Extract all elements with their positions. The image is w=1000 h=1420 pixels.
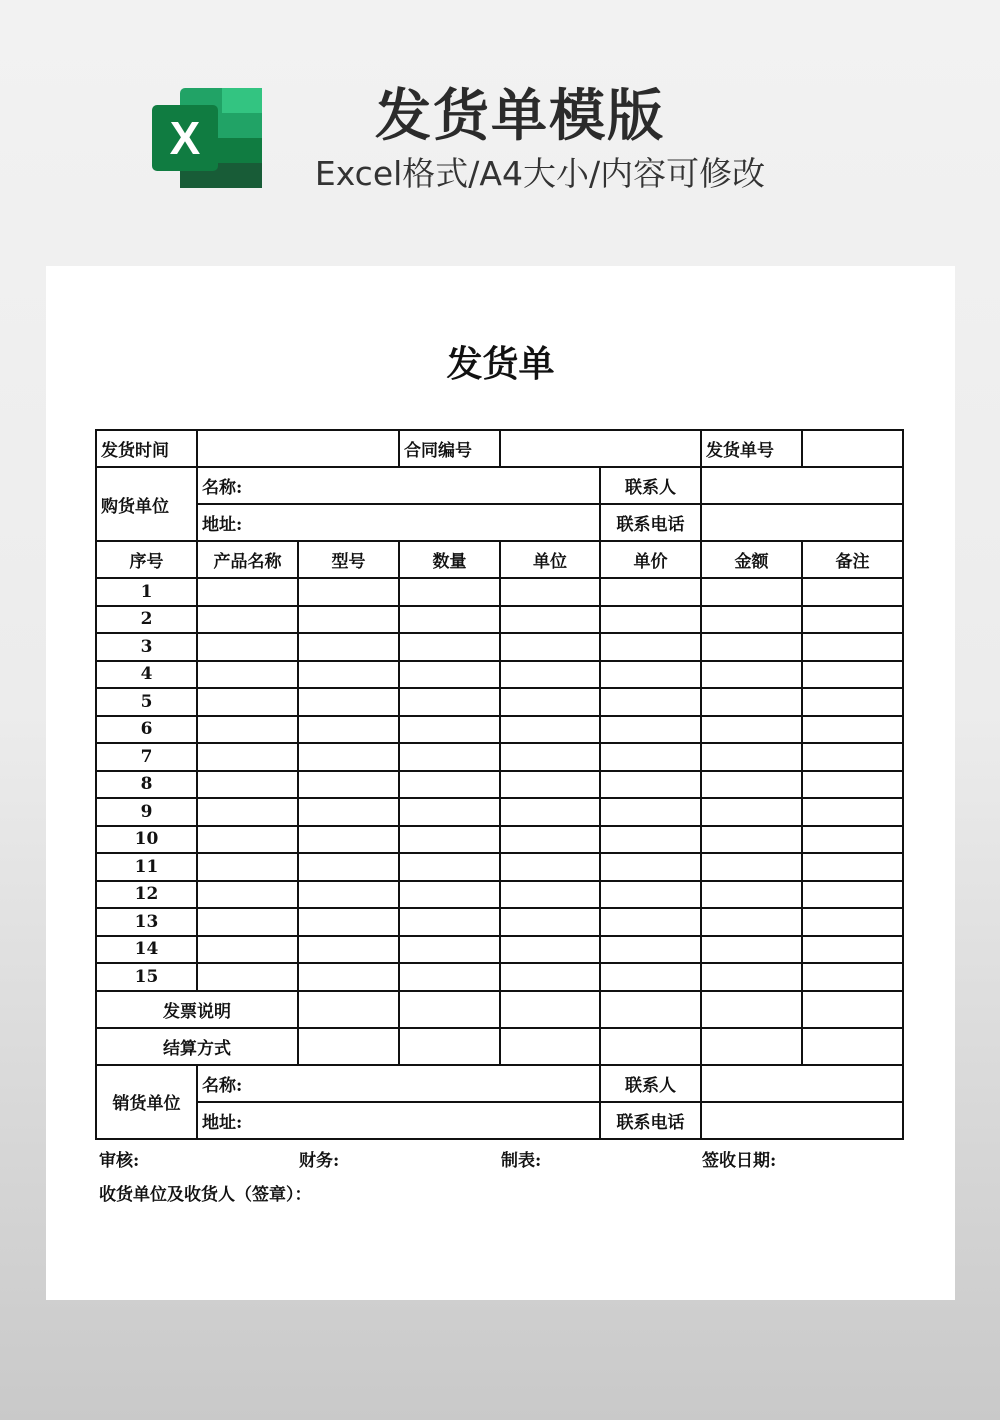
row-remark-cell[interactable] <box>802 853 903 881</box>
row-unit-cell[interactable] <box>500 798 600 826</box>
col-header-model: 型号 <box>298 541 399 578</box>
row-quantity-cell[interactable] <box>399 853 500 881</box>
row-quantity-cell[interactable] <box>399 908 500 936</box>
banner-subtitle: Excel格式/A4大小/内容可修改 <box>314 154 766 193</box>
row-amount-cell[interactable] <box>701 716 802 744</box>
row-product-cell[interactable] <box>197 963 298 991</box>
ship-no-value[interactable] <box>802 430 903 467</box>
row-model-cell[interactable] <box>298 716 399 744</box>
row-amount-cell[interactable] <box>701 798 802 826</box>
table-row <box>96 743 903 771</box>
row-price-cell[interactable] <box>600 771 701 799</box>
row-model-cell[interactable] <box>298 578 399 606</box>
row-price-cell[interactable] <box>600 606 701 634</box>
row-amount-cell[interactable] <box>701 633 802 661</box>
invoice-note-cell[interactable] <box>600 991 701 1028</box>
seller-label: 销货单位 <box>96 1065 197 1139</box>
row-index: 6 <box>96 716 197 744</box>
row-model-cell[interactable] <box>298 771 399 799</box>
table-row <box>96 936 903 964</box>
row-index: 7 <box>96 743 197 771</box>
row-amount-cell[interactable] <box>701 578 802 606</box>
row-unit-cell[interactable] <box>500 606 600 634</box>
row-price-cell[interactable] <box>600 853 701 881</box>
settlement-cell[interactable] <box>298 1028 399 1065</box>
buyer-address-label[interactable]: 地址: <box>197 504 600 541</box>
buyer-label: 购货单位 <box>96 467 197 541</box>
row-model-cell[interactable] <box>298 633 399 661</box>
row-quantity-cell[interactable] <box>399 881 500 909</box>
row-unit-cell[interactable] <box>500 936 600 964</box>
buyer-contact-value[interactable] <box>701 467 903 504</box>
row-unit-cell[interactable] <box>500 716 600 744</box>
prepared-label: 制表: <box>501 1151 542 1171</box>
row-index: 10 <box>96 826 197 854</box>
invoice-note-cell[interactable] <box>500 991 600 1028</box>
row-amount-cell[interactable] <box>701 881 802 909</box>
row-amount-cell[interactable] <box>701 908 802 936</box>
receiver-sign-label: 收货单位及收货人（签章）： <box>99 1185 312 1205</box>
row-quantity-cell[interactable] <box>399 606 500 634</box>
row-model-cell[interactable] <box>298 908 399 936</box>
col-header-amount: 金额 <box>701 541 802 578</box>
row-product-cell[interactable] <box>197 743 298 771</box>
row-unit-cell[interactable] <box>500 826 600 854</box>
row-product-cell[interactable] <box>197 826 298 854</box>
table-row <box>96 963 903 991</box>
row-model-cell[interactable] <box>298 606 399 634</box>
row-quantity-cell[interactable] <box>399 963 500 991</box>
row-product-cell[interactable] <box>197 908 298 936</box>
row-model-cell[interactable] <box>298 853 399 881</box>
col-header-product: 产品名称 <box>197 541 298 578</box>
row-model-cell[interactable] <box>298 881 399 909</box>
row-remark-cell[interactable] <box>802 716 903 744</box>
col-header-unit: 单位 <box>500 541 600 578</box>
row-product-cell[interactable] <box>197 578 298 606</box>
table-row <box>96 798 903 826</box>
settlement-row <box>96 1028 903 1065</box>
seller-address-label[interactable]: 地址: <box>197 1102 600 1139</box>
row-quantity-cell[interactable] <box>399 716 500 744</box>
row-quantity-cell[interactable] <box>399 826 500 854</box>
row-quantity-cell[interactable] <box>399 578 500 606</box>
invoice-note-cell[interactable] <box>399 991 500 1028</box>
table-row <box>96 688 903 716</box>
table-row <box>96 771 903 799</box>
row-price-cell[interactable] <box>600 881 701 909</box>
row-model-cell[interactable] <box>298 743 399 771</box>
row-index: 2 <box>96 606 197 634</box>
row-product-cell[interactable] <box>197 688 298 716</box>
row-product-cell[interactable] <box>197 798 298 826</box>
row-product-cell[interactable] <box>197 661 298 689</box>
invoice-note-cell[interactable] <box>802 991 903 1028</box>
row-unit-cell[interactable] <box>500 771 600 799</box>
row-index: 14 <box>96 936 197 964</box>
col-header-price: 单价 <box>600 541 701 578</box>
row-unit-cell[interactable] <box>500 963 600 991</box>
row-product-cell[interactable] <box>197 936 298 964</box>
seller-name-row <box>96 1065 903 1102</box>
row-price-cell[interactable] <box>600 633 701 661</box>
row-remark-cell[interactable] <box>802 578 903 606</box>
settlement-cell[interactable] <box>500 1028 600 1065</box>
row-remark-cell[interactable] <box>802 661 903 689</box>
row-product-cell[interactable] <box>197 633 298 661</box>
row-unit-cell[interactable] <box>500 633 600 661</box>
row-price-cell[interactable] <box>600 743 701 771</box>
row-remark-cell[interactable] <box>802 936 903 964</box>
row-index: 8 <box>96 771 197 799</box>
settlement-cell[interactable] <box>802 1028 903 1065</box>
row-remark-cell[interactable] <box>802 908 903 936</box>
row-price-cell[interactable] <box>600 798 701 826</box>
ship-no-label: 发货单号 <box>701 430 802 467</box>
table-row <box>96 578 903 606</box>
row-price-cell[interactable] <box>600 908 701 936</box>
settlement-label: 结算方式 <box>96 1028 298 1065</box>
row-index: 4 <box>96 661 197 689</box>
seller-contact-label: 联系人 <box>600 1065 701 1102</box>
row-price-cell[interactable] <box>600 936 701 964</box>
table-row <box>96 826 903 854</box>
document-title: 发货单 <box>446 343 555 385</box>
row-product-cell[interactable] <box>197 853 298 881</box>
row-product-cell[interactable] <box>197 881 298 909</box>
contract-no-value[interactable] <box>500 430 701 467</box>
row-index: 12 <box>96 881 197 909</box>
row-remark-cell[interactable] <box>802 881 903 909</box>
row-amount-cell[interactable] <box>701 771 802 799</box>
invoice-note-cell[interactable] <box>701 991 802 1028</box>
row-remark-cell[interactable] <box>802 606 903 634</box>
row-remark-cell[interactable] <box>802 688 903 716</box>
row-product-cell[interactable] <box>197 771 298 799</box>
row-product-cell[interactable] <box>197 716 298 744</box>
row-amount-cell[interactable] <box>701 826 802 854</box>
row-model-cell[interactable] <box>298 936 399 964</box>
row-quantity-cell[interactable] <box>399 771 500 799</box>
buyer-phone-label: 联系电话 <box>600 504 701 541</box>
row-amount-cell[interactable] <box>701 606 802 634</box>
table-row <box>96 908 903 936</box>
row-model-cell[interactable] <box>298 826 399 854</box>
settlement-cell[interactable] <box>399 1028 500 1065</box>
buyer-phone-value[interactable] <box>701 504 903 541</box>
row-unit-cell[interactable] <box>500 688 600 716</box>
row-price-cell[interactable] <box>600 578 701 606</box>
row-index: 15 <box>96 963 197 991</box>
table-row <box>96 881 903 909</box>
row-remark-cell[interactable] <box>802 963 903 991</box>
table-row <box>96 853 903 881</box>
row-price-cell[interactable] <box>600 661 701 689</box>
delivery-form-table <box>95 429 904 1140</box>
row-model-cell[interactable] <box>298 798 399 826</box>
invoice-note-row <box>96 991 903 1028</box>
banner-title: 发货单模版 <box>375 84 665 149</box>
row-unit-cell[interactable] <box>500 853 600 881</box>
row-index: 11 <box>96 853 197 881</box>
row-price-cell[interactable] <box>600 826 701 854</box>
table-row <box>96 633 903 661</box>
row-index: 5 <box>96 688 197 716</box>
row-unit-cell[interactable] <box>500 578 600 606</box>
row-price-cell[interactable] <box>600 963 701 991</box>
row-model-cell[interactable] <box>298 963 399 991</box>
row-quantity-cell[interactable] <box>399 743 500 771</box>
row-remark-cell[interactable] <box>802 826 903 854</box>
excel-logo-letter: X <box>169 112 201 164</box>
ship-time-label: 发货时间 <box>96 430 197 467</box>
invoice-note-cell[interactable] <box>298 991 399 1028</box>
row-amount-cell[interactable] <box>701 661 802 689</box>
row-unit-cell[interactable] <box>500 661 600 689</box>
row-quantity-cell[interactable] <box>399 633 500 661</box>
row-product-cell[interactable] <box>197 606 298 634</box>
settlement-cell[interactable] <box>701 1028 802 1065</box>
row-amount-cell[interactable] <box>701 853 802 881</box>
row-price-cell[interactable] <box>600 716 701 744</box>
row-remark-cell[interactable] <box>802 798 903 826</box>
seller-contact-value[interactable] <box>701 1065 903 1102</box>
excel-icon <box>152 88 264 188</box>
col-header-remark: 备注 <box>802 541 903 578</box>
table-row <box>96 661 903 689</box>
finance-label: 财务: <box>299 1151 340 1171</box>
col-header-index: 序号 <box>96 541 197 578</box>
column-header-row <box>96 541 903 578</box>
invoice-note-label: 发票说明 <box>96 991 298 1028</box>
seller-phone-value[interactable] <box>701 1102 903 1139</box>
banner <box>0 0 1000 260</box>
ship-time-value[interactable] <box>197 430 399 467</box>
seller-phone-label: 联系电话 <box>600 1102 701 1139</box>
table-row <box>96 716 903 744</box>
row-index: 13 <box>96 908 197 936</box>
sign-date-label: 签收日期: <box>702 1151 777 1171</box>
row-unit-cell[interactable] <box>500 743 600 771</box>
buyer-name-label[interactable]: 名称: <box>197 467 600 504</box>
row-model-cell[interactable] <box>298 688 399 716</box>
review-label: 审核: <box>99 1151 140 1171</box>
seller-address-row <box>96 1102 903 1139</box>
row-price-cell[interactable] <box>600 688 701 716</box>
row-unit-cell[interactable] <box>500 881 600 909</box>
row-amount-cell[interactable] <box>701 743 802 771</box>
approval-line <box>99 1146 899 1170</box>
row-remark-cell[interactable] <box>802 633 903 661</box>
buyer-contact-label: 联系人 <box>600 467 701 504</box>
row-remark-cell[interactable] <box>802 771 903 799</box>
row-index: 3 <box>96 633 197 661</box>
row-model-cell[interactable] <box>298 661 399 689</box>
seller-name-label[interactable]: 名称: <box>197 1065 600 1102</box>
contract-no-label: 合同编号 <box>399 430 500 467</box>
row-quantity-cell[interactable] <box>399 661 500 689</box>
col-header-quantity: 数量 <box>399 541 500 578</box>
row-amount-cell[interactable] <box>701 963 802 991</box>
table-row <box>96 606 903 634</box>
row-quantity-cell[interactable] <box>399 688 500 716</box>
row-quantity-cell[interactable] <box>399 798 500 826</box>
row-index: 1 <box>96 578 197 606</box>
row-quantity-cell[interactable] <box>399 936 500 964</box>
row-amount-cell[interactable] <box>701 936 802 964</box>
row-unit-cell[interactable] <box>500 908 600 936</box>
row-remark-cell[interactable] <box>802 743 903 771</box>
settlement-cell[interactable] <box>600 1028 701 1065</box>
row-amount-cell[interactable] <box>701 688 802 716</box>
row-index: 9 <box>96 798 197 826</box>
document-page <box>46 266 955 1300</box>
